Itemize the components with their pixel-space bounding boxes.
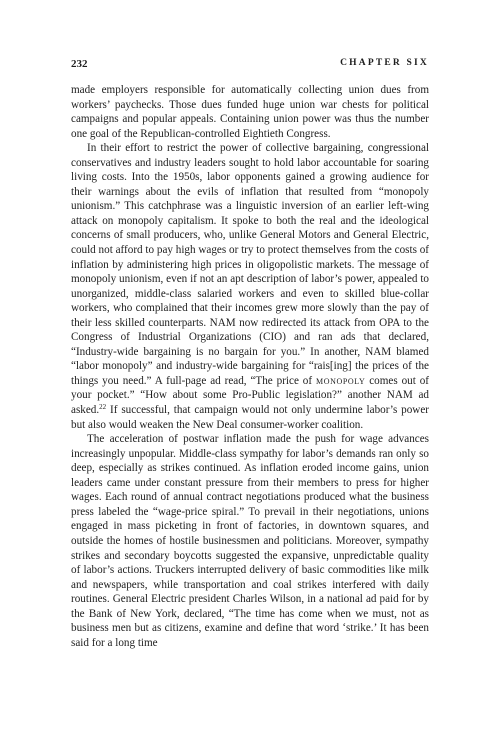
paragraph-text: made employers responsible for automatically collecting union dues from workers’ paychecks. Those dues funded huge union war chests for political campaigns and popular appeals. Containing union power was thus the number one goal of the Republican-controlled Eightieth Congress. (71, 84, 429, 140)
paragraph-text: comes out of your pocket.” “How about some Pro-Public legislation?” another NAM ad asked. (71, 374, 429, 417)
running-head (71, 58, 429, 74)
paragraph-text: If successful, that campaign would not only undermine labor’s power but also would weaken the New Deal consumer-worker coalition. (71, 404, 429, 431)
page-number: 232 (71, 58, 88, 70)
paragraph (71, 432, 429, 650)
paragraph-text: The acceleration of postwar inflation made the push for wage advances increasingly unpopular. Middle-class sympathy for labor’s demands ran only so deep, especially as strikes continued. As inflation eroded income gains, union leaders came under constant pressure from their members to press for higher wages. Each round of annual contract negotiations produced what the business press labeled the “wage-price spiral.” To prevail in their negotiations, unions engaged in mass picketing in front of factories, in downtown squares, and outside the homes of hostile businessmen and politicians. Moreover, sympathy strikes and secondary boycotts suggested the expansive, unpredictable quality of labor’s actions. Truckers interrupted delivery of basic commodities like milk and newspapers, while transportation and coal strikes interfered with daily routines. General Electric president Charles Wilson, in a national ad paid for by the Bank of New York, declared, “The time has come when we must, not as business men but as citizens, examine and define that word ‘strike.’ It has been said for a long time (71, 433, 429, 649)
body-text (71, 83, 429, 650)
paragraph (71, 141, 429, 432)
paragraph (71, 83, 429, 141)
footnote-marker: 22 (99, 403, 107, 412)
small-caps-text: monopoly (315, 374, 366, 387)
chapter-title: CHAPTER SIX (340, 58, 429, 68)
paragraph-text: In their effort to restrict the power of collective bargaining, congressional conservatives and industry leaders sought to hold labor accountable for soaring living costs. Into the 1950s, labor opponents gained a growing audience for their warnings about the evils of inflation that resulted from “monopoly unionism.” This catchphrase was a linguistic inversion of an earlier left-wing attack on monopoly capitalism. It spoke to both the real and the ideological concerns of small producers, who, unlike General Motors and General Electric, could not afford to pay high wages or try to protect themselves from the costs of inflation by administering high prices in oligopolistic markets. The message of monopoly unionism, even if not an apt description of labor’s power, appealed to unorganized, middle-class salaried workers and even to skilled blue-collar workers, who complained that their incomes grew more slowly than the pay of their less skilled counterparts. NAM now redirected its attack from OPA to the Congress of Industrial Organizations (CIO) and ran ads that declared, “Industry-wide bargaining is no bargain for you.” In another, NAM blamed “labor monopoly” and industry-wide bargaining for “rais[ing] the prices of the things you need.” A full-page ad read, “The price of (71, 142, 429, 387)
